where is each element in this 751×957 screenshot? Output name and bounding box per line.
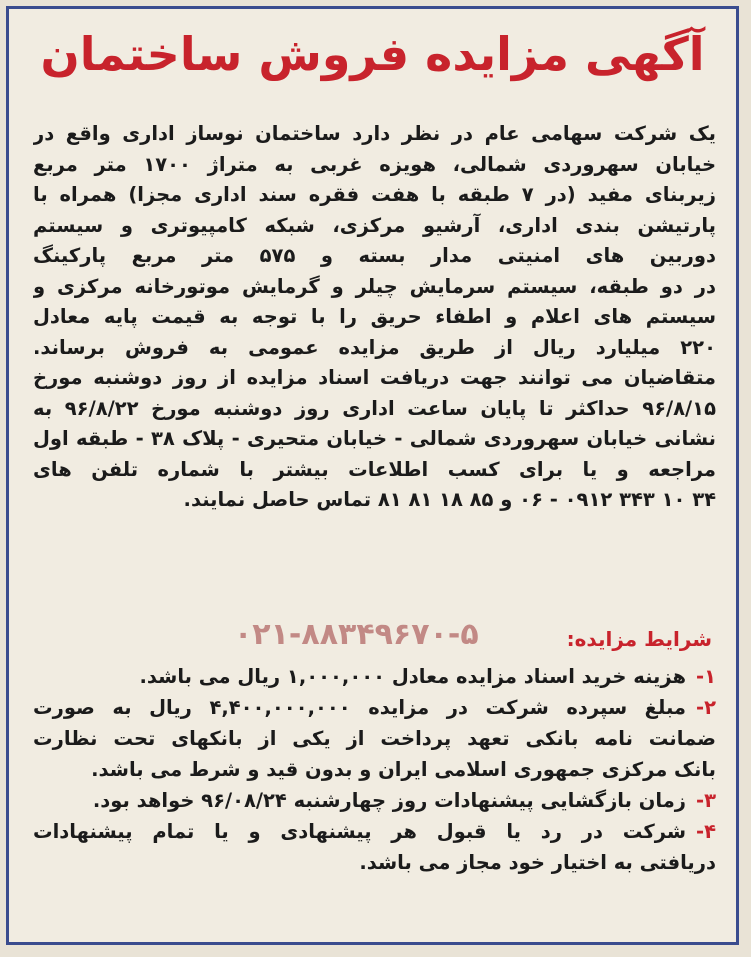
phone-watermark: ۰۲۱-۸۸۳۴۹۶۷۰-۵ [234, 617, 479, 652]
condition-text: شرکت در رد یا قبول هر پیشنهادی و یا تمام پیشنهادات [33, 820, 686, 843]
body-line: نشانی خیابان سهروردی شمالی - خیابان متحیری - پلاک ۳۸ - طبقه اول [33, 427, 716, 450]
condition-item [33, 785, 716, 816]
body-line: در دو طبقه، سیستم سرمایش چیلر و گرمایش موتورخانه مرکزی و [33, 274, 716, 298]
condition-item [33, 661, 716, 692]
body-line: ۹۶/۸/۱۵ حداکثر تا پایان ساعت اداری روز دوشنبه مورخ ۹۶/۸/۲۲ به [33, 396, 716, 420]
body-line: مراجعه و یا برای کسب اطلاعات بیشتر با شماره تلفن های [33, 457, 716, 481]
condition-number: ۴- [696, 820, 716, 843]
condition-item [33, 816, 716, 847]
condition-text: مبلغ سپرده شرکت در مزایده ۴,۴۰۰,۰۰۰,۰۰۰ ریال به صورت [33, 696, 686, 719]
ad-body [33, 119, 716, 516]
body-line: پارتیشن بندی اداری، آرشیو مرکزی، شبکه کامپیوتری و سیستم [33, 213, 716, 237]
condition-item [33, 692, 716, 723]
body-line: یک شرکت سهامی عام در نظر دارد ساختمان نوساز اداری واقع در [33, 122, 716, 145]
conditions-list [33, 661, 716, 878]
body-line: زیربنای مفید (در ۷ طبقه با هفت فقره سند اداری مجزا) همراه با [33, 183, 716, 206]
conditions-heading: شرایط مزایده: [566, 627, 712, 651]
body-line: خیابان سهروردی شمالی، هویزه غربی به متراژ ۱۷۰۰ متر مربع [33, 152, 716, 176]
condition-number: ۲- [695, 696, 716, 719]
condition-number: ۳- [696, 789, 716, 812]
body-line: ۲۲۰ میلیارد ریال از طریق مزایده عمومی به فروش برساند. [33, 335, 716, 359]
condition-text: هزینه خرید اسناد مزایده معادل ۱,۰۰۰,۰۰۰ ریال می باشد. [139, 665, 686, 688]
ad-frame [6, 6, 739, 945]
body-line: دوربین های امنیتی مدار بسته و ۵۷۵ متر مربع پارکینگ [33, 244, 716, 267]
condition-text: ضمانت نامه بانکی تعهد پرداخت از یکی از بانکهای تحت نظارت [33, 727, 716, 750]
condition-text: بانک مرکزی جمهوری اسلامی ایران و بدون قید و شرط می باشد. [91, 758, 716, 781]
body-line: متقاضیان می توانند جهت دریافت اسناد مزایده از روز دوشنبه مورخ [33, 366, 716, 389]
body-line: سیستم های اعلام و اطفاء حریق را با توجه به قیمت پایه معادل [33, 305, 716, 328]
condition-number: ۱- [696, 665, 716, 688]
condition-text: دریافتی به اختیار خود مجاز می باشد. [359, 851, 716, 874]
condition-text: زمان بازگشایی پیشنهادات روز چهارشنبه ۹۶/۰۸/۲۴ خواهد بود. [92, 789, 686, 812]
body-line: ۳۴ ۱۰ ۳۴۳ ۰۹۱۲ - ۰۶ و ۸۵ ۱۸ ۸۱ ۸۱ تماس حاصل نمایند. [183, 488, 716, 511]
ad-title: آگهی مزایده فروش ساختمان [40, 27, 705, 81]
